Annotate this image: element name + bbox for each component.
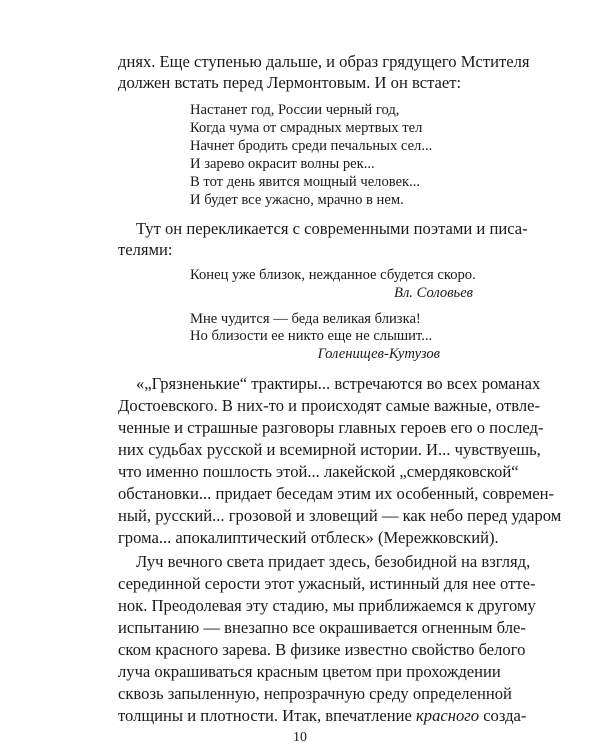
- text-line: сквозь запыленную, непрозрачную среду определенной: [118, 684, 512, 703]
- text-line: луча окрашиваться красным цветом при прохождении: [118, 662, 501, 681]
- text-line: Достоевского. В них-то и происходят самые важные, отвле-: [118, 396, 541, 415]
- page-number: 10: [293, 730, 307, 745]
- text-line: [118, 706, 527, 726]
- text-line: нок. Преодолевая эту стадию, мы приближаемся к другому: [118, 596, 536, 615]
- text-fragment: созда-: [479, 706, 527, 725]
- poem-line: В тот день явится мощный человек...: [190, 174, 421, 190]
- text-line: должен встать перед Лермонтовым. И он встает:: [118, 73, 462, 92]
- text-line: ный, русский... грозовой и зловещий — как небо перед ударом: [118, 506, 562, 525]
- text-line: днях. Еще ступенью дальше, и образ грядущего Мстителя: [118, 52, 530, 71]
- text-line: них судьбах русской и всемирной истории. И... чувствуешь,: [118, 440, 541, 459]
- poem-line: И зарево окрасит волны рек...: [190, 156, 375, 172]
- epigraph-author: Вл. Соловьев: [394, 285, 473, 301]
- text-line: «„Грязненькие“ трактиры... встречаются во всех романах: [136, 374, 541, 393]
- italic-word: красного: [416, 706, 480, 725]
- poem-line: Начнет бродить среди печальных сел...: [190, 138, 433, 154]
- epigraph-line: Но близости ее никто еще не слышит...: [190, 328, 433, 344]
- text-line: ченные и страшные разговоры главных героев его о послед-: [118, 418, 544, 437]
- text-line: Тут он перекликается с современными поэтами и писа-: [136, 219, 528, 238]
- poem-line: И будет все ужасно, мрачно в нем.: [190, 192, 404, 208]
- epigraph-line: Конец уже близок, нежданное сбудется скоро.: [190, 267, 476, 283]
- epigraph-author: Голенищев-Кутузов: [317, 346, 440, 362]
- text-line: телями:: [118, 240, 173, 259]
- text-line: что именно пошлость этой... лакейской „смердяковской“: [118, 462, 519, 481]
- text-line: серединной серости этот ужасный, истинный для нее отте-: [118, 574, 536, 593]
- text-line: ском красного зарева. В физике известно свойство белого: [118, 640, 526, 659]
- epigraph-line: Мне чудится — беда великая близка!: [190, 311, 421, 327]
- poem-line: Настанет год, России черный год,: [190, 102, 400, 118]
- text-line: обстановки... придает беседам этим их особенный, современ-: [118, 484, 554, 503]
- text-fragment: толщины и плотности. Итак, впечатление: [118, 706, 412, 725]
- text-line: грома... апокалиптический отблеск» (Мережковский).: [118, 528, 499, 547]
- text-line: Луч вечного света придает здесь, безобидной на взгляд,: [136, 552, 531, 571]
- poem-line: Когда чума от смрадных мертвых тел: [190, 120, 423, 136]
- text-line: испытанию — внезапно все окрашивается огненным бле-: [118, 618, 526, 637]
